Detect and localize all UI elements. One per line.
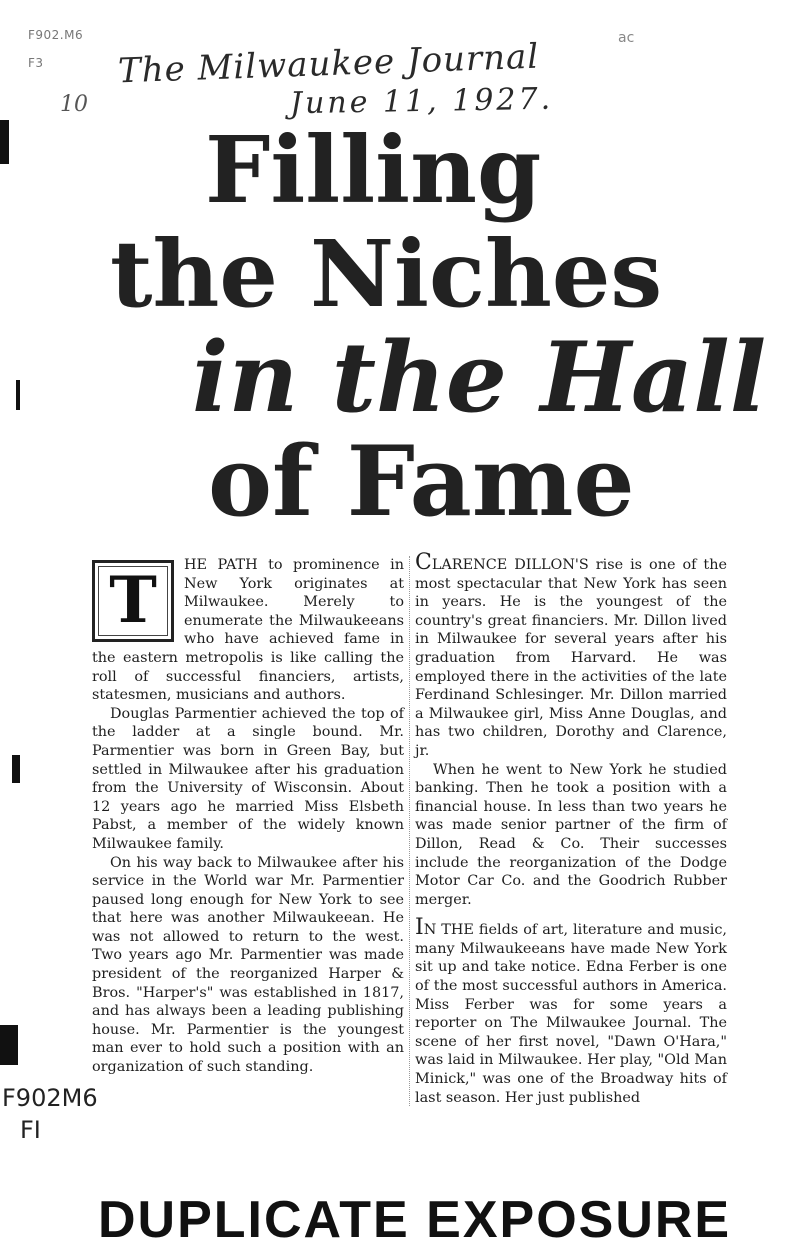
left-paragraph-3: On his way back to Milwaukee after his service in the World war Mr. Parmentier paused long enough for New York to see that here was another Milwaukeean. He was not allowed to return to the west. Two years ago Mr. Parmentier was made president of the reorganized Harper & Bros. "Harper's" was established in 1817, and has always been a leading publishing house. Mr. Parmentier is the youngest man ever to hold such a position with an organization of such standing. [92,854,404,1076]
headline-line-1: Filling [205,116,542,224]
catalog-note [28,14,83,84]
section-spacer [415,909,727,921]
duplicate-exposure-banner: DUPLICATE EXPOSURE [98,1191,732,1249]
scan-edge-mark-lower [12,755,20,783]
right-column [415,550,727,1107]
right-paragraph-2: When he went to New York he studied banking. Then he took a position with a financial house. In less than two years he was made senior partner of the firm of Dillon, Read & Co. Their successes include the reorganization of the Dodge Motor Car Co. and the Goodrich Rubber merger. [415,761,727,908]
left-paragraph-1: HE PATH to prominence in New York originates at Milwaukee. Merely to enumerate the Milwaukeeans who have achieved fame in the eastern metropolis is like calling the roll of successful financiers, artists, statesmen, musicians and authors. [92,557,404,704]
handwritten-publication-name: The Milwaukee Journal [117,36,540,92]
drop-cap-letter: T [98,566,168,636]
catalog-note-line-1: F902.M6 [28,28,84,42]
handwritten-date: June 11, 1927. [289,81,554,122]
catalog-stamp-line-1: F902M6 [2,1084,98,1112]
drop-cap-frame [92,560,174,642]
left-paragraph-2: Douglas Parmentier achieved the top of the ladder at a single bound. Mr. Parmentier was born in Green Bay, but settled in Milwaukee after his graduation from the University of Wisconsin. About 12 years ago he married Miss Elsbeth Pabst, a member of the widely known Milwaukee family. [92,705,404,852]
catalog-stamp-line-2: FI [20,1116,41,1144]
right-paragraph-1 [415,550,727,761]
catalog-stamp [2,1082,98,1146]
scan-edge-mark-bottom [0,1025,18,1065]
catalog-note-line-2: F3 [28,56,44,70]
column-divider [409,556,410,1106]
scan-edge-mark-middle [16,380,20,410]
right-paragraph-3-initial: I [415,915,424,941]
headline-line-2: the Niches [110,220,663,328]
headline-line-3: in the Hall [192,321,767,434]
left-column [92,556,404,1077]
corner-mark: ac [618,30,635,46]
page-number-note: 10 [60,92,88,117]
right-paragraph-3-text: N THE fields of art, literature and music, many Milwaukeeans have made New York sit up and take notice. Edna Ferber is one of the most successful authors in America. Miss Ferber was for some years a reporter on The Milwaukee Journal. The scene of her first novel, "Dawn O'Hara," was laid in Milwaukee. Her play, "Old Man Minick," was one of the Broadway hits of last season. Her just published [415,922,727,1106]
headline-line-4: of Fame [208,425,635,538]
article-headline [110,116,800,538]
right-paragraph-3 [415,915,727,1107]
scan-edge-mark-top [0,120,9,164]
right-paragraph-1-initial: C [415,550,432,575]
right-paragraph-1-text: LARENCE DILLON'S rise is one of the most spectacular that New York has seen in years. He is the youngest of the country's great financiers. Mr. Dillon lived in Milwaukee for several years after his graduation from Harvard. He was employed there in the activities of the late Ferdinand Schlesinger. Mr. Dillon married a Milwaukee girl, Miss Anne Douglas, and has two children, Dorothy and Clarence, jr. [415,557,727,759]
